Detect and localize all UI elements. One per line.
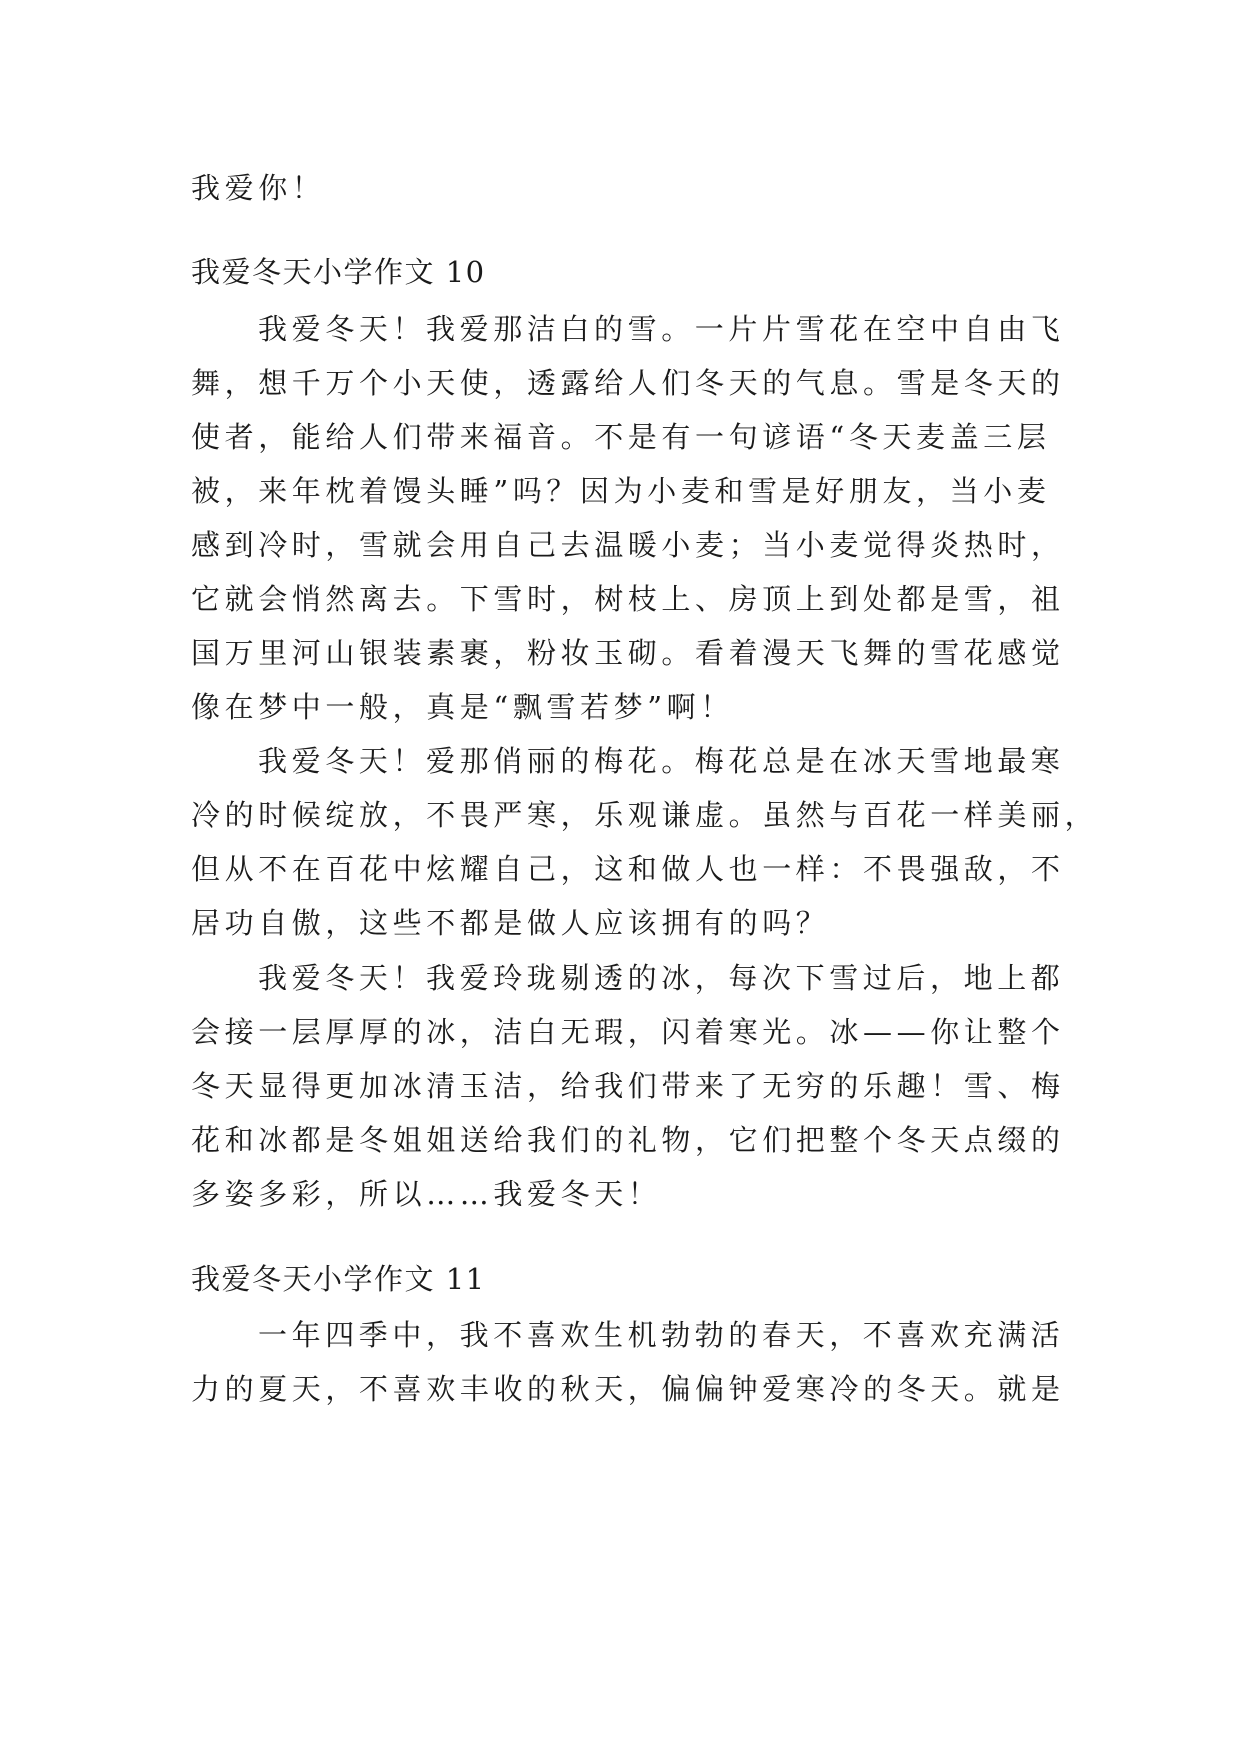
essay-10-p2-line-2: 冷的时候绽放，不畏严寒，乐观谦虚。虽然与百花一样美丽， <box>191 798 1099 832</box>
essay-10-p2-line-3: 但从不在百花中炫耀自己，这和做人也一样：不畏强敌，不 <box>191 852 1065 886</box>
essay-10-p1-line-1: 我爱冬天！我爱那洁白的雪。一片片雪花在空中自由飞 <box>258 312 1065 346</box>
essay-10-p3-line-1: 我爱冬天！我爱玲珑剔透的冰，每次下雪过后，地上都 <box>258 961 1065 995</box>
essay-10-p2-line-4: 居功自傲，这些不都是做人应该拥有的吗？ <box>191 906 830 940</box>
essay-10-p1-line-4: 被，来年枕着馒头睡”吗？因为小麦和雪是好朋友，当小麦 <box>191 474 1051 508</box>
essay-10-p2-line-1: 我爱冬天！爱那俏丽的梅花。梅花总是在冰天雪地最寒 <box>258 744 1065 778</box>
essay-10-p1-line-7: 国万里河山银装素裹，粉妆玉砌。看着漫天飞舞的雪花感觉 <box>191 636 1065 670</box>
essay-11-p1-line-1: 一年四季中，我不喜欢生机勃勃的春天，不喜欢充满活 <box>258 1318 1065 1352</box>
essay-10-p1-line-6: 它就会悄然离去。下雪时，树枝上、房顶上到处都是雪，祖 <box>191 582 1065 616</box>
essay-10-title: 我爱冬天小学作文 10 <box>191 255 486 289</box>
essay-10-p1-line-3: 使者，能给人们带来福音。不是有一句谚语“冬天麦盖三层 <box>191 420 1051 454</box>
essay-11-p1-line-2: 力的夏天，不喜欢丰收的秋天，偏偏钟爱寒冷的冬天。就是 <box>191 1372 1065 1406</box>
essay-10-p3-line-5: 多姿多彩，所以……我爱冬天！ <box>191 1177 662 1211</box>
essay-10-p3-line-4: 花和冰都是冬姐姐送给我们的礼物，它们把整个冬天点缀的 <box>191 1123 1065 1157</box>
closing-line: 我爱你！ <box>191 171 326 205</box>
essay-10-p3-line-2: 会接一层厚厚的冰，洁白无瑕，闪着寒光。冰——你让整个 <box>191 1015 1065 1049</box>
essay-10-p1-line-8: 像在梦中一般，真是“飘雪若梦”啊！ <box>191 690 734 724</box>
essay-10-p1-line-2: 舞，想千万个小天使，透露给人们冬天的气息。雪是冬天的 <box>191 366 1065 400</box>
essay-10-p1-line-5: 感到冷时，雪就会用自己去温暖小麦；当小麦觉得炎热时， <box>191 528 1065 562</box>
essay-10-p3-line-3: 冬天显得更加冰清玉洁，给我们带来了无穷的乐趣！雪、梅 <box>191 1069 1065 1103</box>
essay-11-title: 我爱冬天小学作文 11 <box>191 1262 486 1296</box>
